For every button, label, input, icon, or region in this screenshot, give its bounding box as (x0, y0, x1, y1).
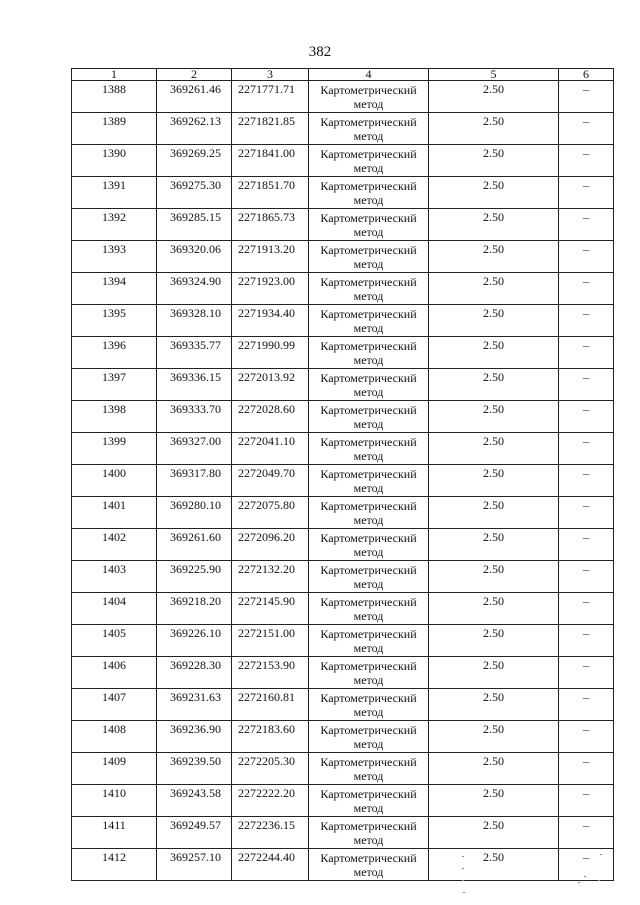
method-cell: Картометрический метод (309, 497, 429, 529)
row-number-cell: 1404 (72, 593, 157, 625)
row-number-cell: 1397 (72, 369, 157, 401)
table-row (72, 625, 614, 657)
precision-cell: 2.50 (429, 305, 559, 337)
precision-cell: 2.50 (429, 209, 559, 241)
x-coordinate-cell: 369335.77 (157, 337, 232, 369)
note-cell: – (559, 529, 614, 561)
precision-cell: 2.50 (429, 81, 559, 113)
note-cell: – (559, 497, 614, 529)
x-coordinate-cell: 369328.10 (157, 305, 232, 337)
row-number-cell: 1389 (72, 113, 157, 145)
note-cell: – (559, 241, 614, 273)
y-coordinate-cell: 2271841.00 (232, 145, 309, 177)
y-coordinate-cell: 2272096.20 (232, 529, 309, 561)
method-cell: Картометрический метод (309, 849, 429, 881)
y-coordinate-cell: 2271851.70 (232, 177, 309, 209)
x-coordinate-cell: 369317.80 (157, 465, 232, 497)
column-header: 6 (559, 69, 614, 81)
precision-cell: 2.50 (429, 465, 559, 497)
column-header: 4 (309, 69, 429, 81)
row-number-cell: 1401 (72, 497, 157, 529)
scan-artifacts (460, 852, 610, 897)
row-number-cell: 1409 (72, 753, 157, 785)
method-cell: Картометрический метод (309, 689, 429, 721)
y-coordinate-cell: 2272075.80 (232, 497, 309, 529)
x-coordinate-cell: 369275.30 (157, 177, 232, 209)
method-cell: Картометрический метод (309, 241, 429, 273)
x-coordinate-cell: 369236.90 (157, 721, 232, 753)
row-number-cell: 1396 (72, 337, 157, 369)
note-cell: – (559, 433, 614, 465)
table-row (72, 497, 614, 529)
method-cell: Картометрический метод (309, 465, 429, 497)
precision-cell: 2.50 (429, 817, 559, 849)
method-cell: Картометрический метод (309, 337, 429, 369)
note-cell: – (559, 721, 614, 753)
precision-cell: 2.50 (429, 369, 559, 401)
x-coordinate-cell: 369249.57 (157, 817, 232, 849)
column-header: 2 (157, 69, 232, 81)
method-cell: Картометрический метод (309, 657, 429, 689)
row-number-cell: 1399 (72, 433, 157, 465)
method-cell: Картометрический метод (309, 817, 429, 849)
row-number-cell: 1398 (72, 401, 157, 433)
x-coordinate-cell: 369261.60 (157, 529, 232, 561)
precision-cell: 2.50 (429, 273, 559, 305)
x-coordinate-cell: 369285.15 (157, 209, 232, 241)
x-coordinate-cell: 369239.50 (157, 753, 232, 785)
table-row (72, 369, 614, 401)
row-number-cell: 1407 (72, 689, 157, 721)
method-cell: Картометрический метод (309, 625, 429, 657)
y-coordinate-cell: 2272041.10 (232, 433, 309, 465)
precision-cell: 2.50 (429, 849, 559, 881)
row-number-cell: 1405 (72, 625, 157, 657)
y-coordinate-cell: 2272205.30 (232, 753, 309, 785)
method-cell: Картометрический метод (309, 177, 429, 209)
x-coordinate-cell: 369243.58 (157, 785, 232, 817)
table-row (72, 401, 614, 433)
row-number-cell: 1392 (72, 209, 157, 241)
y-coordinate-cell: 2272013.92 (232, 369, 309, 401)
note-cell: – (559, 113, 614, 145)
coordinates-table (71, 68, 614, 881)
y-coordinate-cell: 2271934.40 (232, 305, 309, 337)
precision-cell: 2.50 (429, 241, 559, 273)
table-row (72, 721, 614, 753)
column-header: 3 (232, 69, 309, 81)
table-row (72, 337, 614, 369)
row-number-cell: 1411 (72, 817, 157, 849)
note-cell: – (559, 81, 614, 113)
note-cell: – (559, 273, 614, 305)
precision-cell: 2.50 (429, 689, 559, 721)
precision-cell: 2.50 (429, 785, 559, 817)
table-row (72, 209, 614, 241)
precision-cell: 2.50 (429, 657, 559, 689)
method-cell: Картометрический метод (309, 305, 429, 337)
method-cell: Картометрический метод (309, 593, 429, 625)
column-header: 1 (72, 69, 157, 81)
x-coordinate-cell: 369225.90 (157, 561, 232, 593)
note-cell: – (559, 561, 614, 593)
method-cell: Картометрический метод (309, 561, 429, 593)
y-coordinate-cell: 2272160.81 (232, 689, 309, 721)
table-row (72, 177, 614, 209)
table-row (72, 81, 614, 113)
precision-cell: 2.50 (429, 625, 559, 657)
precision-cell: 2.50 (429, 177, 559, 209)
note-cell: – (559, 401, 614, 433)
method-cell: Картометрический метод (309, 529, 429, 561)
note-cell: – (559, 177, 614, 209)
y-coordinate-cell: 2272153.90 (232, 657, 309, 689)
precision-cell: 2.50 (429, 529, 559, 561)
x-coordinate-cell: 369218.20 (157, 593, 232, 625)
table-row (72, 145, 614, 177)
row-number-cell: 1395 (72, 305, 157, 337)
note-cell: – (559, 465, 614, 497)
x-coordinate-cell: 369324.90 (157, 273, 232, 305)
method-cell: Картометрический метод (309, 81, 429, 113)
method-cell: Картометрический метод (309, 145, 429, 177)
row-number-cell: 1393 (72, 241, 157, 273)
table-row (72, 241, 614, 273)
x-coordinate-cell: 369262.13 (157, 113, 232, 145)
table-row (72, 433, 614, 465)
row-number-cell: 1406 (72, 657, 157, 689)
y-coordinate-cell: 2272236.15 (232, 817, 309, 849)
y-coordinate-cell: 2272222.20 (232, 785, 309, 817)
precision-cell: 2.50 (429, 145, 559, 177)
precision-cell: 2.50 (429, 721, 559, 753)
y-coordinate-cell: 2271771.71 (232, 81, 309, 113)
table-row (72, 753, 614, 785)
table-row (72, 273, 614, 305)
x-coordinate-cell: 369320.06 (157, 241, 232, 273)
x-coordinate-cell: 369261.46 (157, 81, 232, 113)
note-cell: – (559, 817, 614, 849)
note-cell: – (559, 209, 614, 241)
precision-cell: 2.50 (429, 337, 559, 369)
table-row (72, 305, 614, 337)
y-coordinate-cell: 2272183.60 (232, 721, 309, 753)
row-number-cell: 1410 (72, 785, 157, 817)
method-cell: Картометрический метод (309, 369, 429, 401)
precision-cell: 2.50 (429, 113, 559, 145)
y-coordinate-cell: 2271865.73 (232, 209, 309, 241)
table-row (72, 529, 614, 561)
y-coordinate-cell: 2271821.85 (232, 113, 309, 145)
column-number-row (72, 69, 614, 81)
note-cell: – (559, 369, 614, 401)
method-cell: Картометрический метод (309, 113, 429, 145)
method-cell: Картометрический метод (309, 785, 429, 817)
table-body (72, 81, 614, 881)
row-number-cell: 1388 (72, 81, 157, 113)
y-coordinate-cell: 2272151.00 (232, 625, 309, 657)
x-coordinate-cell: 369257.10 (157, 849, 232, 881)
note-cell: – (559, 305, 614, 337)
x-coordinate-cell: 369333.70 (157, 401, 232, 433)
table-row (72, 465, 614, 497)
note-cell: – (559, 593, 614, 625)
x-coordinate-cell: 369228.30 (157, 657, 232, 689)
table-row (72, 593, 614, 625)
x-coordinate-cell: 369336.15 (157, 369, 232, 401)
precision-cell: 2.50 (429, 753, 559, 785)
y-coordinate-cell: 2272145.90 (232, 593, 309, 625)
table-row (72, 113, 614, 145)
y-coordinate-cell: 2272244.40 (232, 849, 309, 881)
row-number-cell: 1390 (72, 145, 157, 177)
table-row (72, 817, 614, 849)
table-row (72, 689, 614, 721)
row-number-cell: 1412 (72, 849, 157, 881)
row-number-cell: 1394 (72, 273, 157, 305)
note-cell: – (559, 785, 614, 817)
precision-cell: 2.50 (429, 593, 559, 625)
x-coordinate-cell: 369280.10 (157, 497, 232, 529)
y-coordinate-cell: 2271990.99 (232, 337, 309, 369)
x-coordinate-cell: 369231.63 (157, 689, 232, 721)
method-cell: Картометрический метод (309, 753, 429, 785)
method-cell: Картометрический метод (309, 721, 429, 753)
table-row (72, 561, 614, 593)
y-coordinate-cell: 2272049.70 (232, 465, 309, 497)
precision-cell: 2.50 (429, 433, 559, 465)
note-cell: – (559, 657, 614, 689)
row-number-cell: 1403 (72, 561, 157, 593)
y-coordinate-cell: 2271923.00 (232, 273, 309, 305)
x-coordinate-cell: 369226.10 (157, 625, 232, 657)
table-row (72, 657, 614, 689)
note-cell: – (559, 753, 614, 785)
row-number-cell: 1402 (72, 529, 157, 561)
precision-cell: 2.50 (429, 561, 559, 593)
method-cell: Картометрический метод (309, 273, 429, 305)
method-cell: Картометрический метод (309, 401, 429, 433)
row-number-cell: 1400 (72, 465, 157, 497)
note-cell: – (559, 145, 614, 177)
note-cell: – (559, 689, 614, 721)
x-coordinate-cell: 369269.25 (157, 145, 232, 177)
method-cell: Картометрический метод (309, 433, 429, 465)
note-cell: – (559, 849, 614, 881)
y-coordinate-cell: 2272132.20 (232, 561, 309, 593)
row-number-cell: 1408 (72, 721, 157, 753)
x-coordinate-cell: 369327.00 (157, 433, 232, 465)
column-header: 5 (429, 69, 559, 81)
y-coordinate-cell: 2271913.20 (232, 241, 309, 273)
row-number-cell: 1391 (72, 177, 157, 209)
table-row (72, 785, 614, 817)
precision-cell: 2.50 (429, 497, 559, 529)
note-cell: – (559, 337, 614, 369)
page-number: 382 (308, 44, 332, 60)
method-cell: Картометрический метод (309, 209, 429, 241)
precision-cell: 2.50 (429, 401, 559, 433)
y-coordinate-cell: 2272028.60 (232, 401, 309, 433)
note-cell: – (559, 625, 614, 657)
